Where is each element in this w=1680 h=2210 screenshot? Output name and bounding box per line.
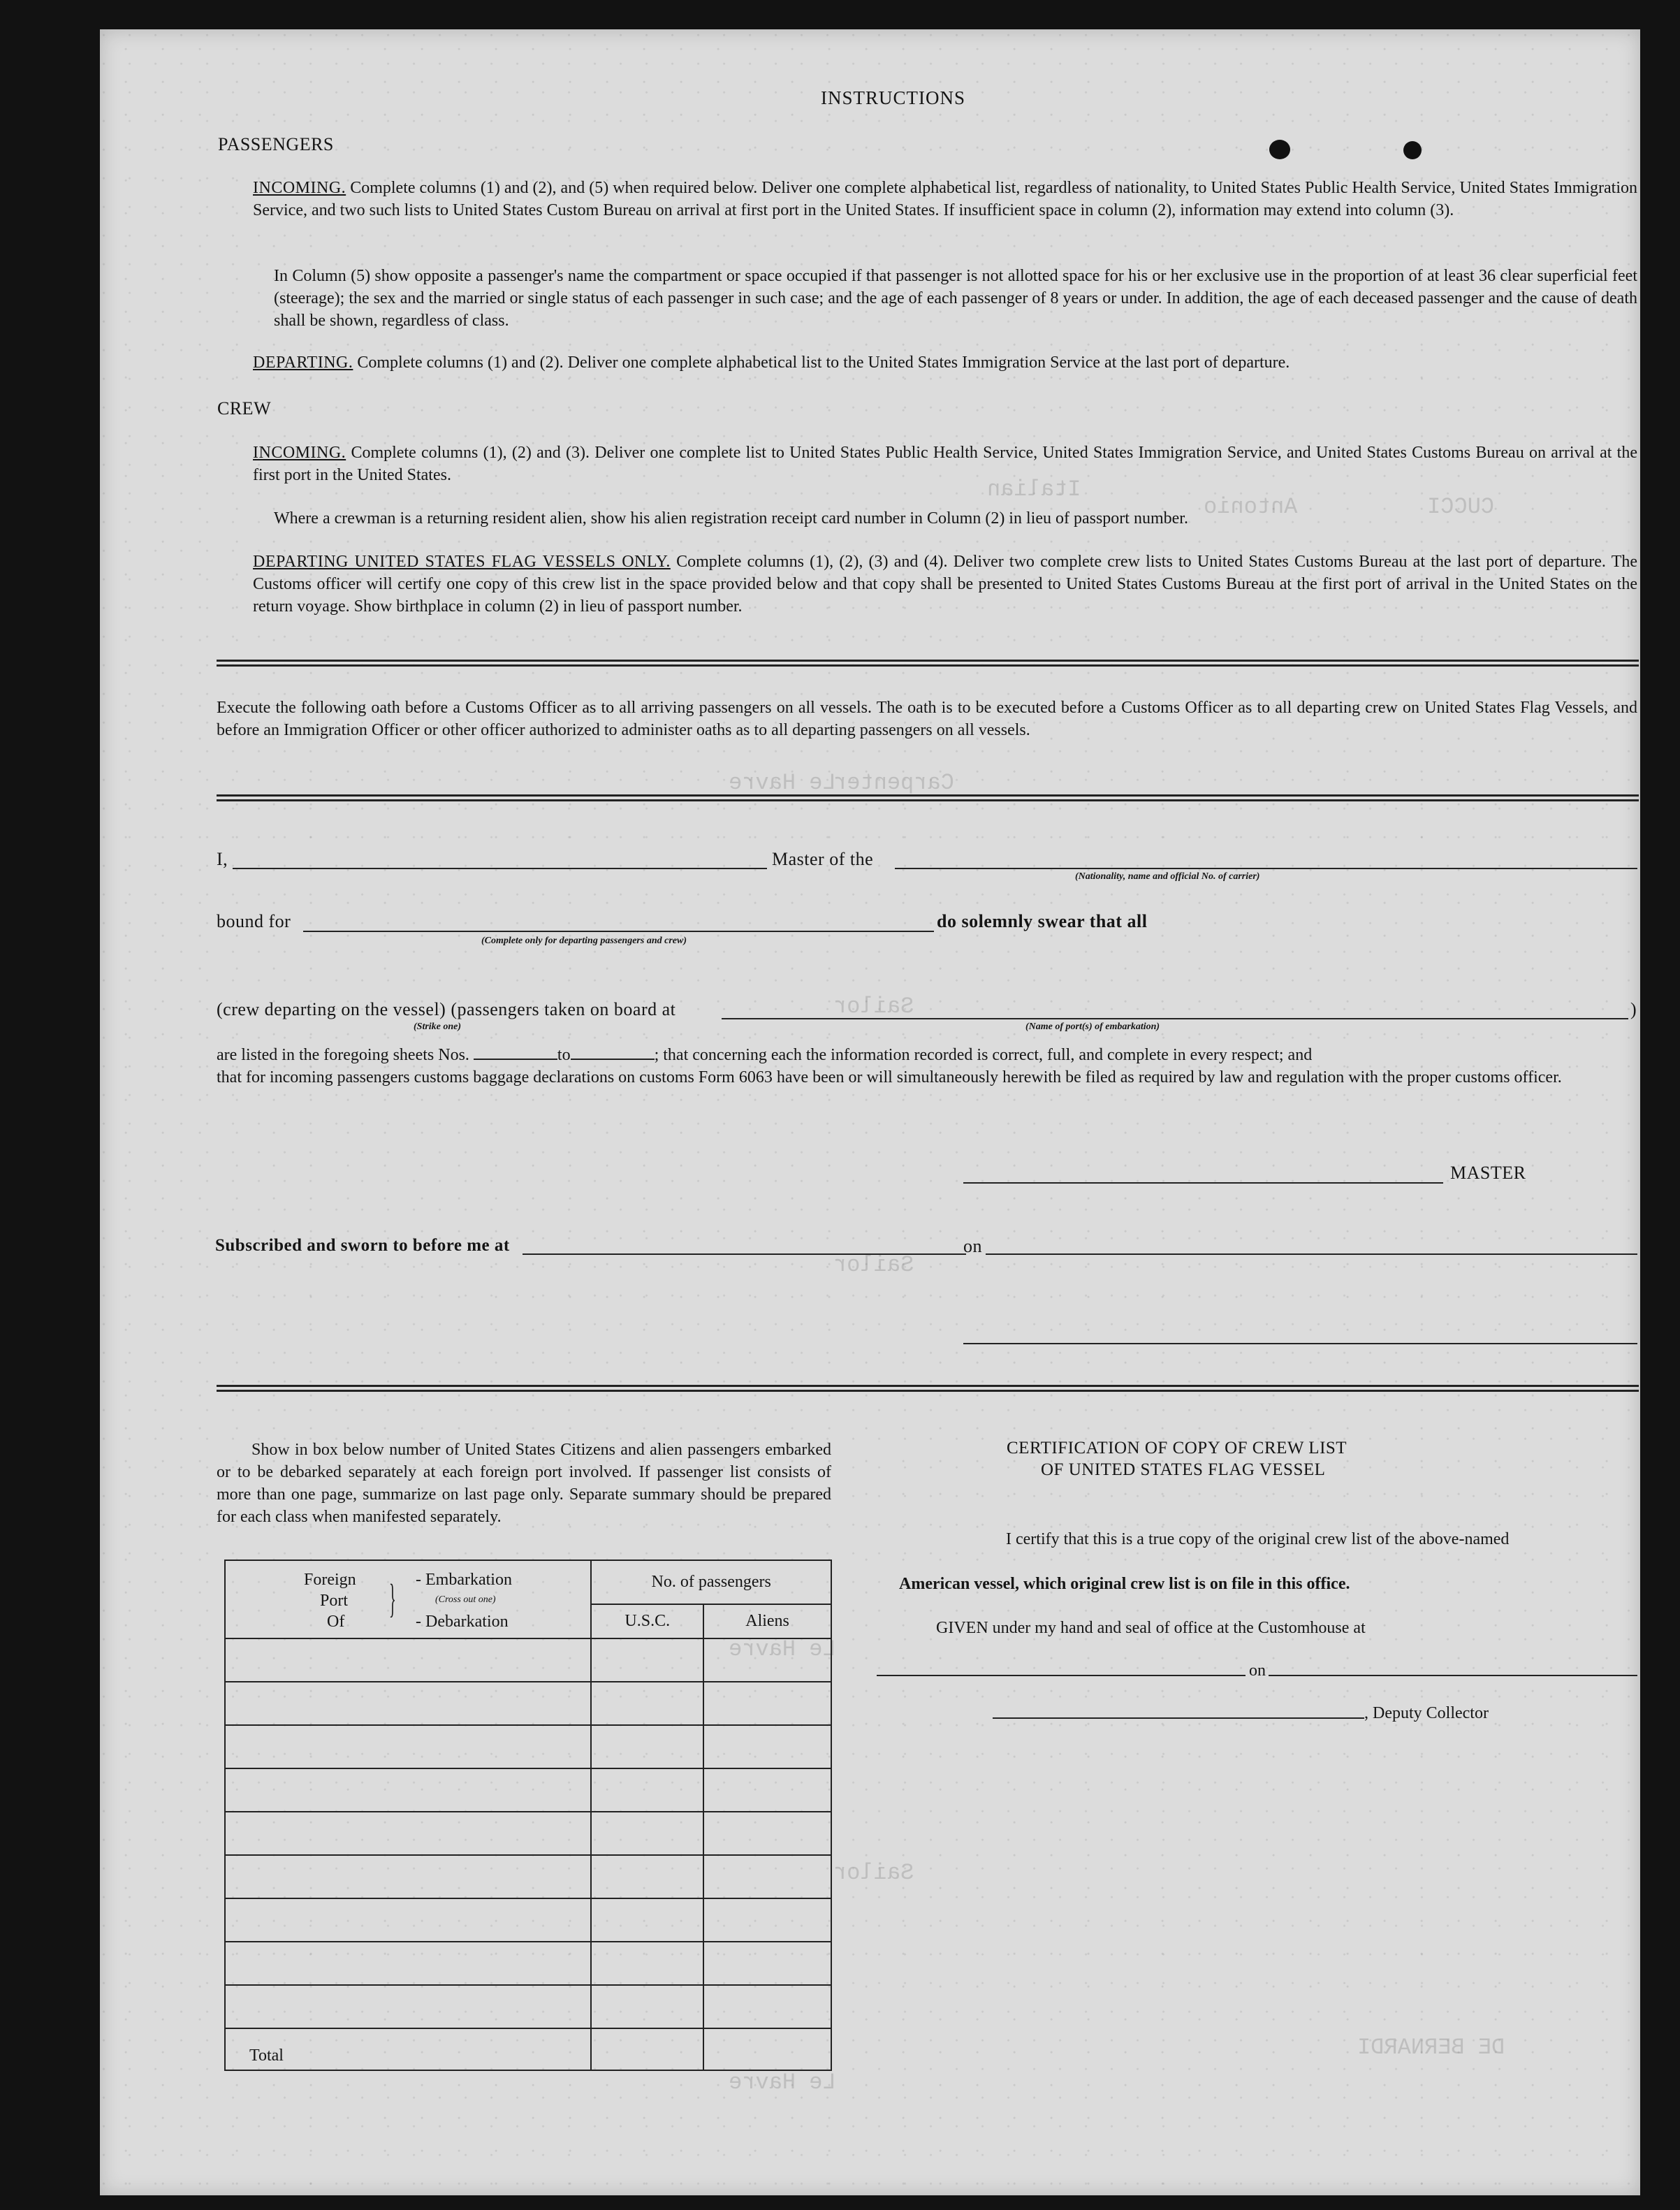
bleed-through-text: Sailor: [833, 994, 914, 1019]
aliens-cell[interactable]: [703, 1725, 831, 1768]
passenger-summary-table: [224, 1560, 832, 2071]
passengers-incoming-paragraph: [253, 177, 1637, 221]
aliens-cell[interactable]: [703, 1898, 831, 1942]
certification-date-line[interactable]: [1269, 1675, 1637, 1676]
certification-line-3: [936, 1617, 1366, 1639]
of-label: Of: [327, 1613, 345, 1631]
foreign-label: Foreign: [304, 1571, 356, 1589]
oath-subscribed: Subscribed and sworn to before me at: [215, 1236, 510, 1255]
usc-cell[interactable]: [591, 1942, 703, 1985]
usc-cell[interactable]: [591, 1682, 703, 1725]
debarkation-label: - Debarkation: [416, 1613, 509, 1631]
bleed-through-text: Carpenter: [833, 770, 954, 796]
oath-i-label: I,: [217, 849, 228, 869]
deputy-collector-line[interactable]: [993, 1717, 1364, 1719]
punch-hole-icon: [1269, 140, 1290, 159]
embarkation-ports-line[interactable]: [722, 1018, 1628, 1019]
aliens-cell[interactable]: [703, 1942, 831, 1985]
port-cell[interactable]: [225, 1725, 591, 1768]
oath-master-of: Master of the: [772, 849, 874, 869]
crew-departing-paragraph: [253, 551, 1637, 618]
usc-header: U.S.C.: [591, 1604, 703, 1638]
port-header-cell: [225, 1560, 591, 1638]
usc-cell[interactable]: [591, 1812, 703, 1855]
oath-listed-c: that for incoming passengers customs baggage declarations on customs Form 6063 have been or will simultaneously herewith be filed as required by law and regulation with the proper customs officer.: [217, 1068, 1562, 1086]
master-name-line[interactable]: [233, 868, 767, 869]
oath-listed-line: [217, 1044, 1637, 1066]
usc-cell[interactable]: [591, 1855, 703, 1898]
no-passengers-header: No. of passengers: [591, 1560, 831, 1604]
crew-incoming-label: INCOMING.: [253, 444, 346, 462]
oath-listed-a: are listed in the foregoing sheets Nos.: [217, 1046, 469, 1064]
crew-resident-paragraph: Where a crewman is a returning resident alien, show his alien registration receipt card number in Column (2) in lieu of passport number.: [274, 509, 1188, 528]
passengers-incoming-label: INCOMING.: [253, 179, 346, 197]
bleed-through-text: Sailor: [833, 1860, 914, 1886]
certification-line-3-text: GIVEN under my hand and seal of office at the Customhouse at: [936, 1619, 1366, 1637]
nationality-hint: (Nationality, name and official No. of carrier): [1075, 871, 1260, 882]
bleed-through-text: Sailor: [833, 1252, 914, 1278]
passengers-departing-paragraph: [253, 351, 1637, 374]
aliens-cell[interactable]: [703, 1985, 831, 2028]
sheet-from-field[interactable]: [474, 1045, 557, 1060]
oath-bound-for: bound for: [217, 911, 291, 931]
customhouse-line[interactable]: [877, 1675, 1246, 1676]
strike-hint: (Strike one): [414, 1022, 462, 1032]
section-divider: [217, 794, 1639, 801]
bleed-through-text: Antonio: [1204, 494, 1298, 520]
usc-cell[interactable]: [591, 1768, 703, 1812]
usc-total-cell[interactable]: [591, 2028, 703, 2070]
aliens-cell[interactable]: [703, 1682, 831, 1725]
port-cell[interactable]: [225, 1855, 591, 1898]
officer-signature-line[interactable]: [963, 1343, 1637, 1344]
passengers-heading: PASSENGERS: [218, 134, 334, 154]
port-cell[interactable]: [225, 1638, 591, 1682]
usc-cell[interactable]: [591, 1898, 703, 1942]
bleed-through-text: Italian: [987, 477, 1081, 502]
brace-icon: }: [389, 1576, 396, 1621]
port-cell[interactable]: [225, 1898, 591, 1942]
passengers-departing-text: Complete columns (1) and (2). Deliver one complete alphabetical list to the United States Immigration Service at the last port of departure.: [357, 354, 1290, 372]
ports-hint: (Name of port(s) of embarkation): [1025, 1022, 1160, 1032]
aliens-cell[interactable]: [703, 1768, 831, 1812]
total-label: Total: [225, 2028, 591, 2070]
certification-line-2: American vessel, which original crew list is on file in this office.: [899, 1575, 1350, 1593]
aliens-header: Aliens: [703, 1604, 831, 1638]
sworn-place-line[interactable]: [523, 1253, 966, 1255]
port-cell[interactable]: [225, 1812, 591, 1855]
oath-close-paren: ): [1630, 999, 1637, 1019]
aliens-cell[interactable]: [703, 1812, 831, 1855]
crew-departing-label: DEPARTING UNITED STATES FLAG VESSELS ONLY.: [253, 553, 671, 571]
cross-out-label: (Cross out one): [435, 1594, 496, 1605]
punch-hole-icon: [1403, 141, 1422, 159]
port-cell[interactable]: [225, 1682, 591, 1725]
passengers-departing-label: DEPARTING.: [253, 354, 353, 372]
port-cell[interactable]: [225, 1985, 591, 2028]
certification-title-2: OF UNITED STATES FLAG VESSEL: [1041, 1460, 1326, 1479]
deputy-collector-label: , Deputy Collector: [1364, 1704, 1489, 1722]
oath-intro: Execute the following oath before a Customs Officer as to all arriving passengers on all vessels. The oath is to be executed before a Customs Officer as to all departing crew on United States Flag Vessels, and before an Immigration Officer or other officer authorized to administer oaths as to all departing passengers on all vessels.: [217, 699, 1637, 739]
sheet-to-field[interactable]: [571, 1045, 655, 1060]
passengers-incoming-text: Complete columns (1) and (2), and (5) when required below. Deliver one complete alphabetical list, regardless of nationality, to United States Public Health Service, United States Immigration Service, and two such lists to United States Custom Bureau on arrival at first port in the United States. If insufficient space in column (2), information may extend into column (3).: [253, 179, 1638, 219]
master-label: MASTER: [1450, 1163, 1526, 1183]
oath-listed-to: to: [557, 1046, 571, 1064]
crew-incoming-paragraph: [253, 442, 1637, 486]
embarkation-label: - Embarkation: [416, 1571, 512, 1589]
master-signature-line[interactable]: [963, 1182, 1443, 1184]
crew-heading: CREW: [217, 398, 272, 419]
port-cell[interactable]: [225, 1768, 591, 1812]
certification-title-1: CERTIFICATION OF COPY OF CREW LIST: [1007, 1439, 1347, 1457]
carrier-line[interactable]: [895, 868, 1637, 869]
section-divider: [217, 660, 1639, 667]
port-label: Port: [320, 1592, 349, 1610]
certification-line-1: I certify that this is a true copy of the original crew list of the above-named: [1006, 1530, 1510, 1548]
bleed-through-text: Le Havre: [729, 770, 836, 796]
bleed-through-text: CUCCI: [1427, 494, 1495, 520]
bleed-through-text: Le Havre: [729, 2070, 836, 2095]
bound-hint: (Complete only for departing passengers and crew): [481, 936, 687, 946]
document-page: [100, 29, 1640, 2195]
oath-listed-b: ; that concerning each the information recorded is correct, full, and complete in every respect; and: [654, 1046, 1313, 1064]
bleed-through-text: Le Havre: [729, 1636, 836, 1662]
oath-crew-departing: (crew departing on the vessel) (passengers taken on board at: [217, 999, 676, 1019]
section-divider: [217, 1385, 1639, 1392]
aliens-cell[interactable]: [703, 1855, 831, 1898]
usc-cell[interactable]: [591, 1638, 703, 1682]
crew-departing-text: Complete columns (1), (2), (3) and (4). Deliver two complete crew lists to United States Customs Bureau at the last port of departure. The Customs officer will certify one copy of this crew list in the space provided below and that copy shall be presented to United States Customs Bureau at the first port of arrival in the United States on the return voyage. Show birthplace in column (2) in lieu of passport number.: [253, 553, 1638, 616]
bleed-through-text: DE BERNARDI: [1357, 2035, 1505, 2060]
column5-paragraph: In Column (5) show opposite a passenger's name the compartment or space occupied if that passenger is not allotted space for his or her exclusive use in the proportion of at least 36 clear superficial feet (steerage); the sex and the married or single status of each passenger in such case; and the age of each passenger of 8 years or under. In addition, the age of each deceased passenger and the cause of death shall be shown, regardless of class.: [274, 267, 1637, 330]
page-title: INSTRUCTIONS: [821, 87, 966, 108]
port-cell[interactable]: [225, 1942, 591, 1985]
usc-cell[interactable]: [591, 1985, 703, 2028]
oath-on: on: [963, 1236, 982, 1256]
sworn-date-line[interactable]: [986, 1253, 1637, 1255]
summary-instructions: Show in box below number of United States Citizens and alien passengers embarked or to be debarked separately at each foreign port involved. If passenger list consists of more than one page, summarize on last page only. Separate summary should be prepared for each class when manifested separately.: [217, 1441, 831, 1526]
certification-on: on: [1249, 1662, 1266, 1680]
oath-swear: do solemnly swear that all: [937, 911, 1148, 931]
bound-for-line[interactable]: [303, 931, 934, 932]
aliens-total-cell[interactable]: [703, 2028, 831, 2070]
usc-cell[interactable]: [591, 1725, 703, 1768]
crew-incoming-text: Complete columns (1), (2) and (3). Deliver one complete list to United States Public Health Service, United States Immigration Service, and United States Customs Bureau on arrival at the first port in the United States.: [253, 444, 1638, 484]
aliens-cell[interactable]: [703, 1638, 831, 1682]
